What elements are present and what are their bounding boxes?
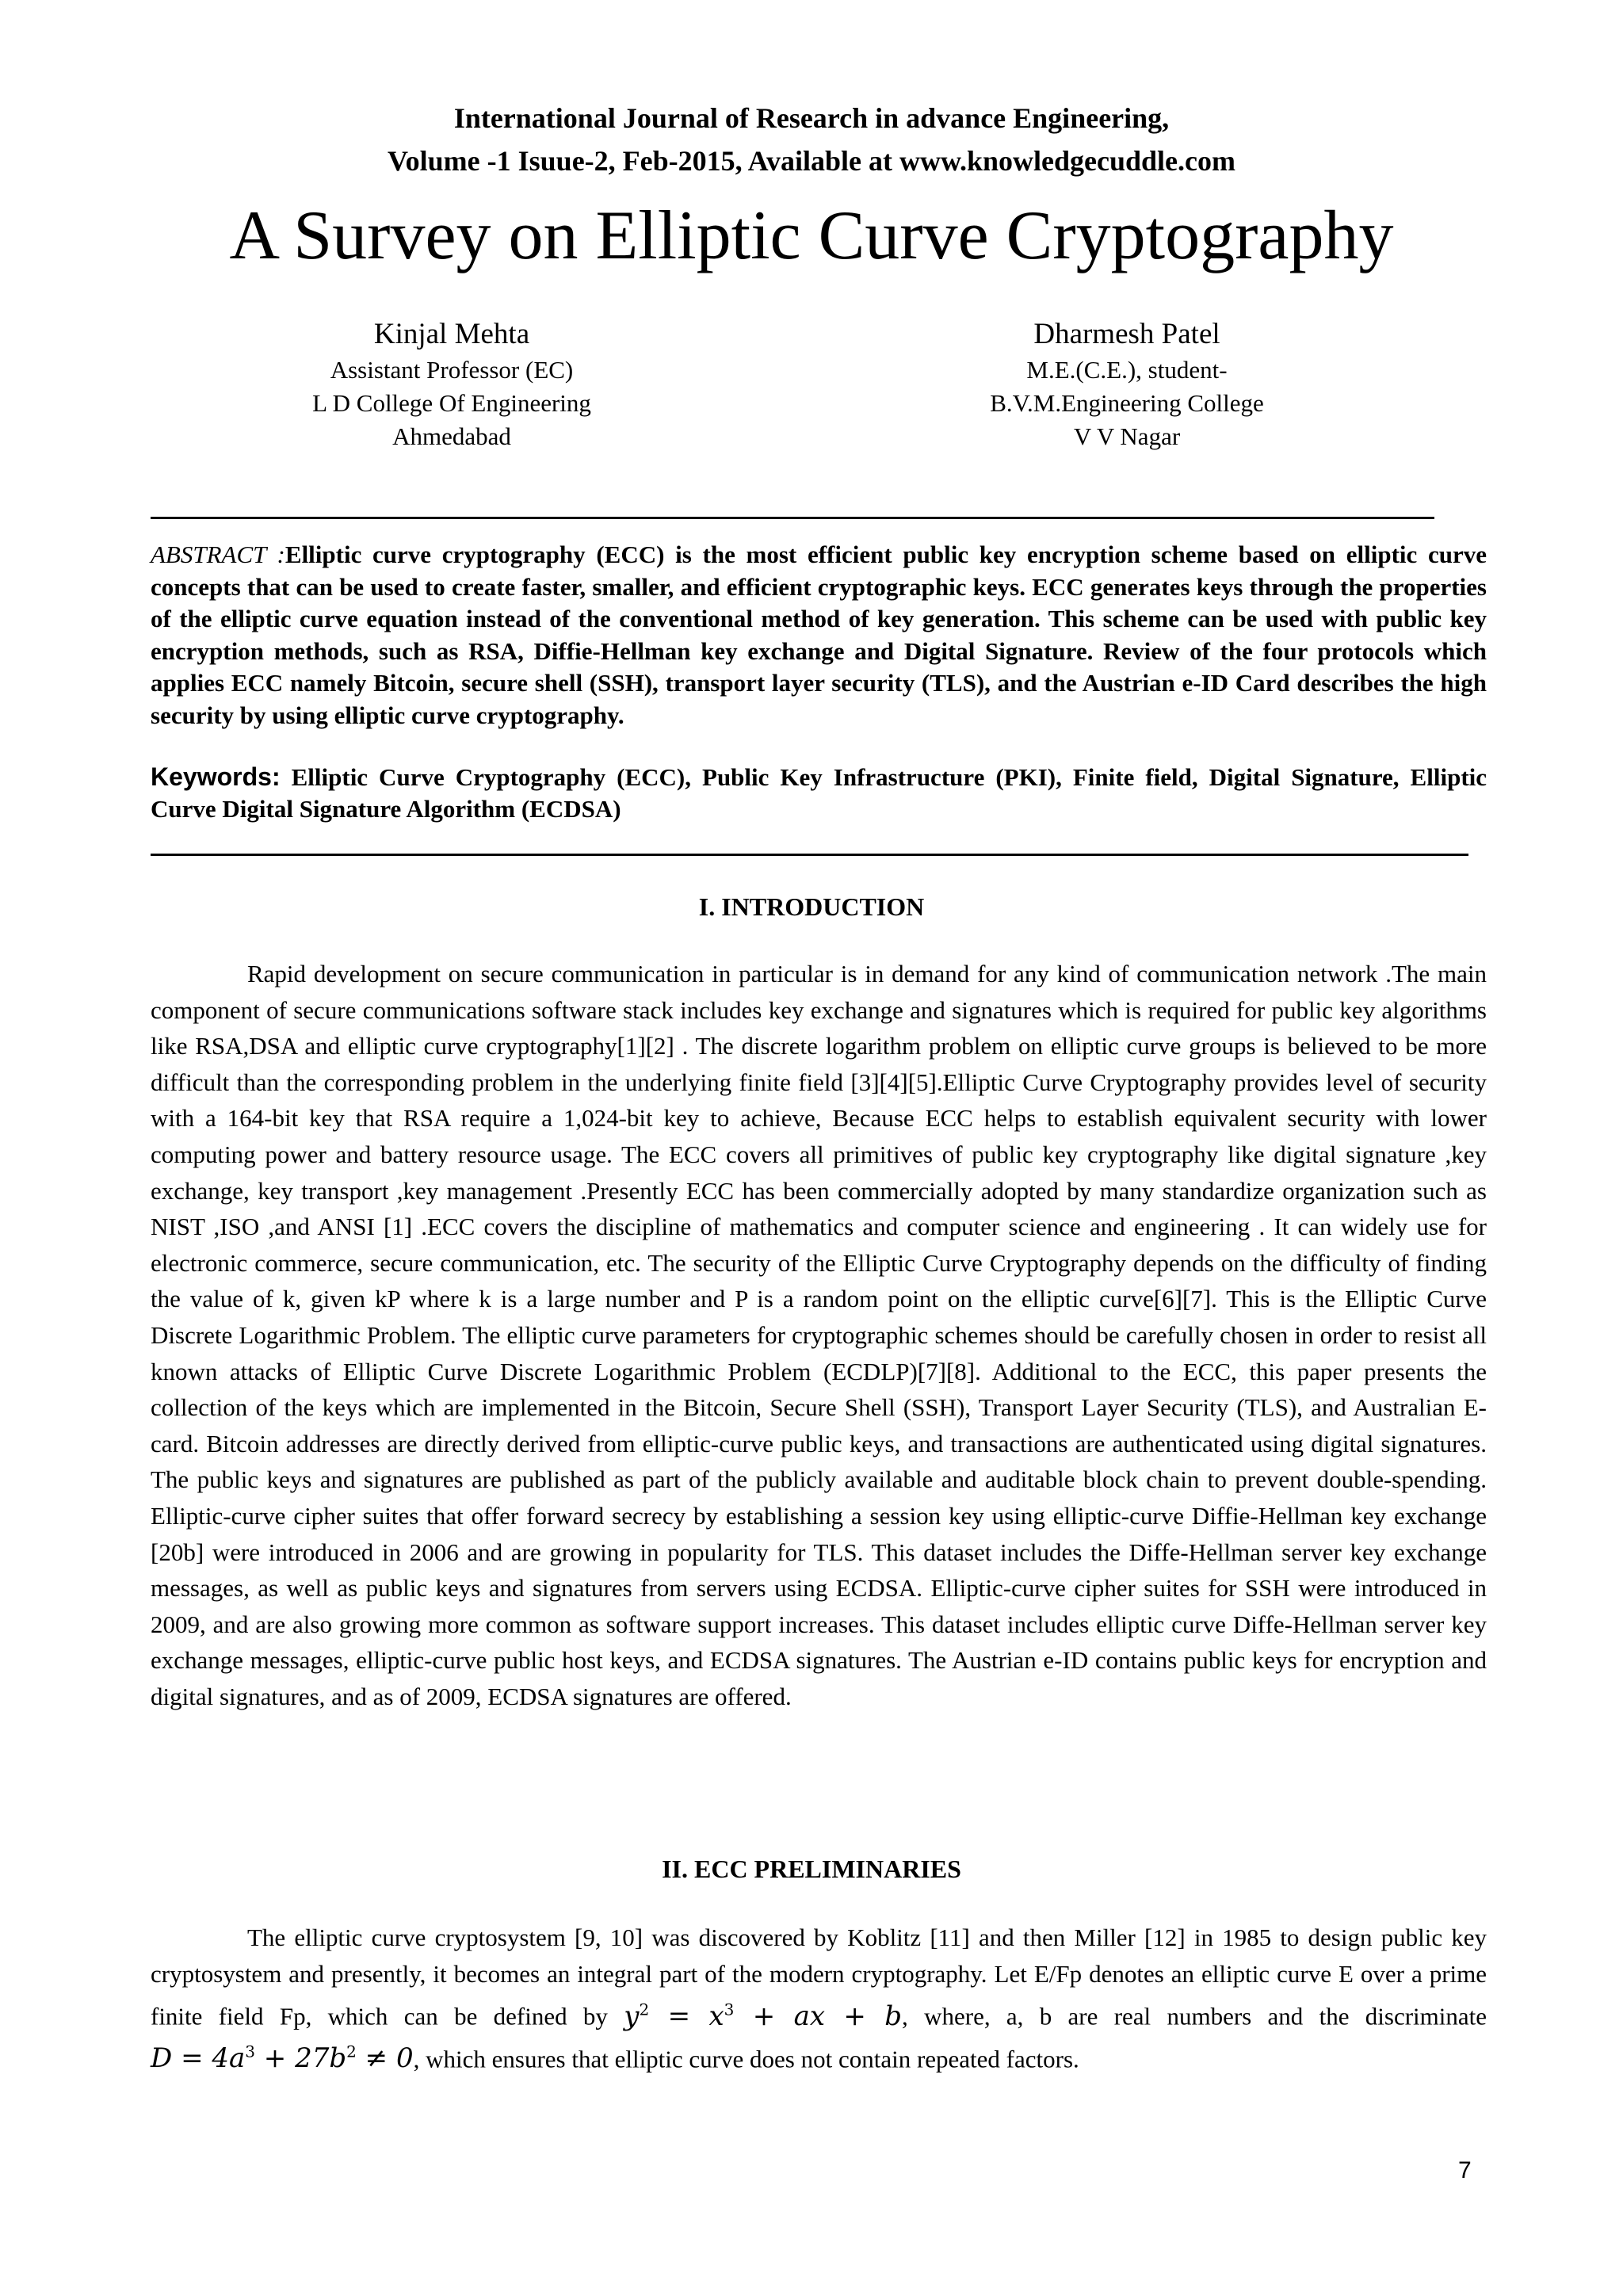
journal-header-line-1: International Journal of Research in advance Engineering, — [453, 102, 1170, 134]
author-affiliation-line: M.E.(C.E.), student- — [1026, 356, 1228, 384]
preliminaries-text-1: The elliptic curve cryptosystem [9, 10] was discovered by Koblitz [11] and then Miller [12] in 1985 to design public key cryptosystem and presently, it becomes an integral part of the modern cryptography. Let E/Fp denotes an elliptic curve E over a prime finite field Fp, which can be defined by — [151, 1924, 1487, 2030]
preliminaries-paragraph — [151, 1920, 1487, 2077]
introduction-text: Rapid development on secure communication in particular is in demand for any kind of communication network .The main component of secure communications software stack includes key exchange and signatures which is required for public key algorithms like RSA,DSA and elliptic curve cryptography[1][2] . The discrete logarithm problem on elliptic curve groups is believed to be more difficult than the corresponding problem in the underlying finite field [3][4][5].Elliptic Curve Cryptography provides level of security with a 164-bit key that RSA require a 1,024-bit key to achieve, Because ECC helps to establish equivalent security with lower computing power and battery resource usage. The ECC covers all primitives of public key cryptography like digital signature ,key exchange, key transport ,key management .Presently ECC has been commercially adopted by many standardize organization such as NIST ,ISO ,and ANSI [1] .ECC covers the discipline of mathematics and computer science and engineering . It can widely use for electronic commerce, secure communication, etc. The security of the Elliptic Curve Cryptography depends on the difficulty of finding the value of k, given kP where k is a large number and P is a random point on the elliptic curve[6][7]. This is the Elliptic Curve Discrete Logarithmic Problem. The elliptic curve parameters for cryptographic schemes should be carefully chosen in order to resist all known attacks of Elliptic Curve Discrete Logarithmic Problem (ECDLP)[7][8]. Additional to the ECC, this paper presents the collection of the keys which are implemented in the Bitcoin, Secure Shell (SSH), Transport Layer Security (TLS), and Australian E-card. Bitcoin addresses are directly derived from elliptic-curve public keys, and transactions are authenticated using digital signatures. The public keys and signatures are published as part of the publicly available and auditable block chain to prevent double-spending. Elliptic-curve cipher suites that offer forward secrecy by establishing a session key using elliptic-curve Diffie-Hellman key exchange [20b] were introduced in 2006 and are growing in popularity for TLS. This dataset includes the Diffe-Hellman server key exchange messages, as well as public keys and signatures from servers using ECDSA. Elliptic-curve cipher suites for SSH were introduced in 2009, and are also growing more common as software support increases. This dataset includes elliptic curve Diffe-Hellman server key exchange messages, elliptic-curve public host keys, and ECDSA signatures. The Austrian e-ID contains public keys for encryption and digital signatures, and as of 2009, ECDSA signatures are offered. — [151, 960, 1487, 1710]
author-affiliation-line: Assistant Professor (EC) — [330, 356, 574, 384]
horizontal-divider — [151, 517, 1434, 519]
abstract-text: Elliptic curve cryptography (ECC) is the most efficient public key encryption scheme based on elliptic curve concepts that can be used to create faster, smaller, and efficient cryptographic keys. ECC generates keys through the properties of the elliptic curve equation instead of the conventional method of key generation. This scheme can be used with public key encryption methods, such as RSA, Diffie-Hellman key exchange and Digital Signature. Review of the four protocols which applies ECC namely Bitcoin, secure shell (SSH), transport layer security (TLS), and the Austrian e-ID Card describes the high security by using elliptic curve cryptography. — [151, 541, 1487, 729]
keywords-text: Elliptic Curve Cryptography (ECC), Public Key Infrastructure (PKI), Finite field, Digital Signature, Elliptic Curve Digital Signature Algorithm (ECDSA) — [151, 763, 1487, 823]
curve-equation: $y^2 = x^3$ + ax + b — [624, 2000, 903, 2032]
page-number: 7 — [1458, 2157, 1472, 2183]
paper-title: A Survey on Elliptic Curve Cryptography — [229, 197, 1394, 274]
abstract-label: ABSTRACT : — [151, 541, 285, 568]
preliminaries-text-2: , where, a, b are real numbers and the discriminate — [902, 2002, 1487, 2030]
author-name: Dharmesh Patel — [1033, 318, 1220, 350]
author-affiliation-line: Ahmedabad — [392, 422, 511, 450]
abstract — [151, 539, 1487, 732]
section-heading-ecc-preliminaries: II. ECC PRELIMINARIES — [662, 1855, 961, 1883]
journal-header-line-2: Volume -1 Isuue-2, Feb-2015, Available at www.knowledgecuddle.com — [387, 145, 1236, 177]
introduction-paragraph — [151, 956, 1487, 1714]
author-name: Kinjal Mehta — [373, 318, 530, 350]
author-block-2 — [826, 315, 1428, 453]
discriminant-equation: $D = 4a^3 + 27b^2 \ne 0$ — [151, 2042, 414, 2075]
author-affiliation-line: L D College Of Engineering — [312, 389, 591, 417]
section-heading-introduction: I. INTRODUCTION — [698, 892, 925, 921]
author-affiliation-line: B.V.M.Engineering College — [990, 389, 1264, 417]
preliminaries-text-3: , which ensures that elliptic curve does not contain repeated factors. — [413, 2045, 1079, 2073]
keywords-label: Keywords: — [151, 762, 281, 791]
horizontal-divider — [151, 854, 1468, 856]
author-affiliation-line: V V Nagar — [1073, 422, 1181, 450]
author-block-1 — [151, 315, 753, 453]
keywords — [151, 761, 1487, 825]
